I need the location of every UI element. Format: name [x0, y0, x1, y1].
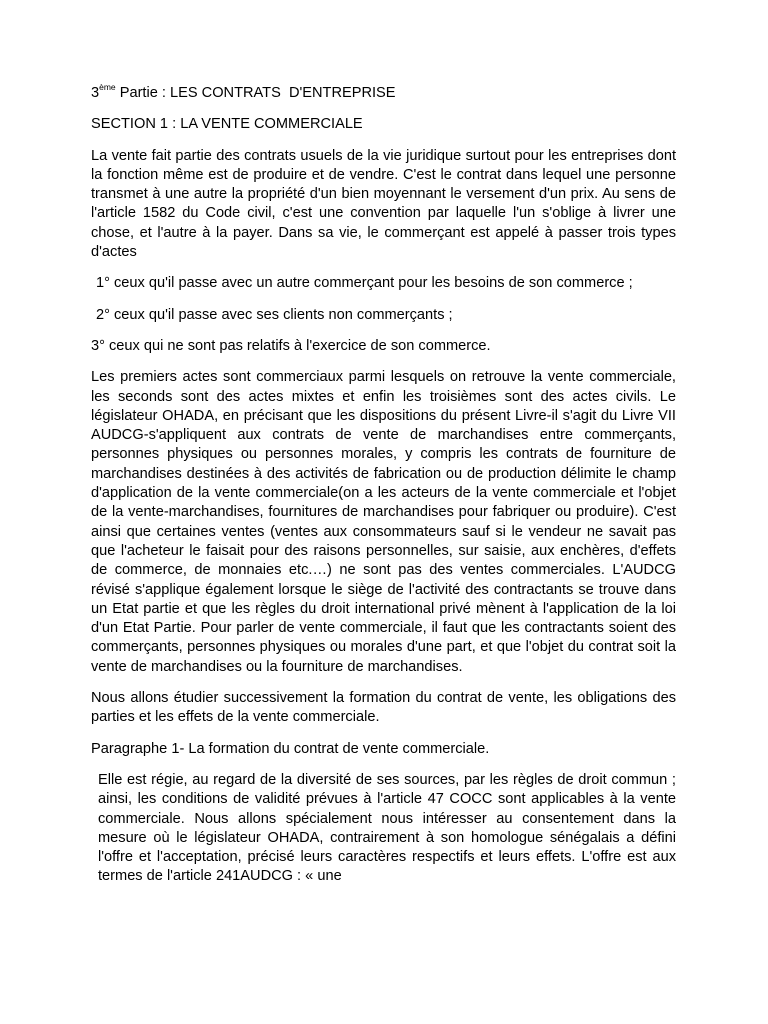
- part-superscript: ème: [99, 82, 116, 93]
- section-heading: SECTION 1 : LA VENTE COMMERCIALE: [91, 116, 363, 133]
- body-paragraph-3: Nous allons étudier successivement la formation du contrat de vente, les obligations des parties et les effets de la vente commerciale.: [91, 690, 676, 726]
- part-heading: [91, 84, 676, 103]
- document-page: [91, 84, 676, 899]
- list-item-2: 2° ceux qu'il passe avec ses clients non commerçants ;: [96, 306, 453, 323]
- part-title: Partie : LES CONTRATS D'ENTREPRISE: [115, 85, 396, 101]
- body-paragraph-4: Elle est régie, au regard de la diversité de ses sources, par les règles de droit commun ; ainsi, les conditions de validité prévues à l'article 47 COCC sont applicables à la vente commerciale. Nous allons spécialement nous intéresser au consentement dans la mesure où le législateur OHADA, contrairement à son homologue sénégalais a défini l'offre et l'acceptation, précisé leurs caractères respectifs et leurs effets. L'offre est aux termes de l'article 241AUDCG : « une: [98, 771, 676, 885]
- body-paragraph-2: Les premiers actes sont commerciaux parmi lesquels on retrouve la vente commerciale, les seconds sont des actes mixtes et enfin les troisièmes sont des actes civils. Le législateur OHADA, en précisant que les dispositions du présent Livre-il s'agit du Livre VII AUDCG-s'appliquent aux contrats de vente de marchandises entre commerçants, personnes physiques ou personnes morales, y compris les contrats de fourniture de marchandises destinées à des activités de fabrication ou de production délimite le champ d'application de la vente commerciale(on a les acteurs de la vente commerciale et l'objet de la vente-marchandises, fournitures de marchandises pour fabriquer ou produire). C'est ainsi que certaines ventes (ventes aux consommateurs sauf si le vendeur ne savait pas que l'acheteur le faisait pour des raisons personnelles, sur saisie, aux enchères, d'effets de commerce, de monnaies etc.…) ne sont pas des ventes commerciales. L'AUDCG révisé s'applique également lorsque le siège de l'activité des contractants se trouve dans un Etat partie et que les règles du droit international privé mènent à l'application de la loi d'un Etat Partie. Pour parler de vente commerciale, il faut que les contractants soient des commerçants, personnes physiques ou morales d'une part, et que l'objet du contrat soit la vente de marchandises ou la fourniture de marchandises.: [91, 369, 676, 675]
- subheading-paragraphe-1: Paragraphe 1- La formation du contrat de vente commerciale.: [91, 740, 490, 757]
- intro-paragraph: La vente fait partie des contrats usuels de la vie juridique surtout pour les entreprises dont la fonction même est de produire et de vendre. C'est le contrat dans lequel une personne transmet à une autre la propriété d'un bien moyennant le versement d'un prix. Au sens de l'article 1582 du Code civil, c'est une convention par laquelle l'un s'oblige à livrer une chose, et l'autre à la payer. Dans sa vie, le commerçant est appelé à passer trois types d'actes: [91, 147, 676, 261]
- list-item-1: 1° ceux qu'il passe avec un autre commerçant pour les besoins de son commerce ;: [96, 275, 633, 292]
- part-number: 3: [91, 85, 100, 101]
- list-item-3: 3° ceux qui ne sont pas relatifs à l'exercice de son commerce.: [91, 337, 491, 354]
